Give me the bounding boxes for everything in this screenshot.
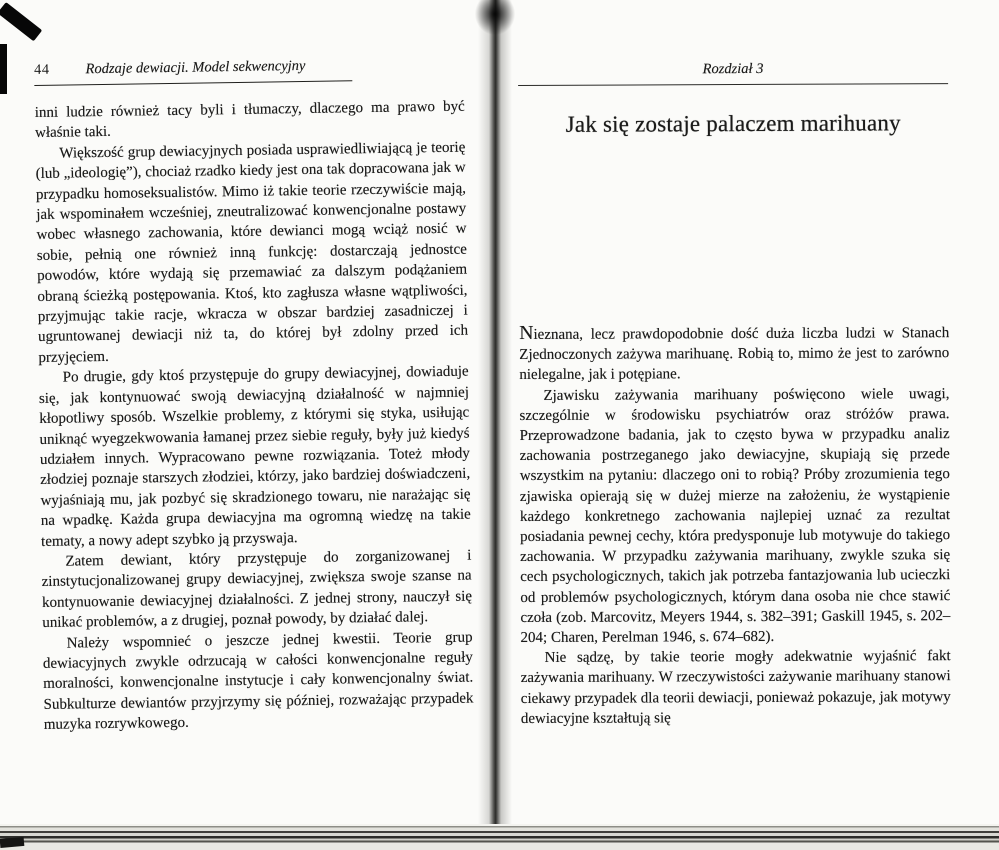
paragraph: Zjawisku zażywania marihuany poświęcono wiele uwagi, szczególnie w środowisku psychiatrów oraz stróżów prawa. Przeprowadzone badania, jak to często bywa w przypadku analiz zachowania postrzeganego jako dewiacyjne, skupiają się przede wszystkim na pytaniu: dlaczego oni to robią? Próby zrozumienia tego zjawiska opierają się w dużej mierze na założeniu, że wystąpienie każdego konkretnego zachowania najlepiej uznać za rezultat posiadania pewnej cechy, która predysponuje lub motywuje do takiego zachowania. W przypadku zażywania marihuany, zwykle szuka się cech psychologicznych, takich jak potrzeba fantazjowania lub ucieczki od problemów psychologicznych, którym dana osoba nie chce stawić czoła (zob. Marcovitz, Meyers 1944, s. 382–391; Gaskill 1945, s. 202–204; Charen, Perelman 1946, s. 674–682).: [519, 385, 951, 647]
paragraph: Większość grup dewiacyjnych posiada usprawiedliwiającą je teorię (lub „ideologię”), chociaż rzadko kiedy jest ona tak dopracowana jak w przypadku homoseksualistów. Mimo iż takie teorie rzeczywiście mają, jak wspominałem wcześniej, zneutralizować konwencjonalne postawy wobec własnego zachowania, które dewianci mogą wciąż nosić w sobie, pełnią one również inną funkcję: dostarczają jednostce powodów, które wydają się przemawiać za dalszym podążaniem obraną ścieżką postępowania. Ktoś, kto zagłusza własne wątpliwości, przyjmując takie racje, wkracza w obszar bardziej zasadniczej i ugruntowanej dewiacji niż ta, do której był zdolny przed ich przyjęciem.: [35, 139, 469, 366]
right-page-body: [519, 322, 951, 729]
scan-artifact-left-edge-bar: [0, 44, 7, 94]
running-head-left: Rodzaje dewiacji. Model sekwencyjny: [85, 57, 306, 78]
gutter-top-smudge: [474, 0, 516, 36]
paragraph: Należy wspomnieć o jeszcze jednej kwestii. Teorie grup dewiacyjnych zwykle odrzucają w całości konwencjonalne reguły moralności, konwencjonalne instytucje i cały konwencjonalny świat. Subkulturze dewiantów przyjrzymy się później, rozważając przypadek muzyka rozrywkowego.: [42, 629, 474, 734]
book-gutter-shadow: [478, 0, 512, 850]
left-page-header: [34, 57, 352, 86]
paragraph: Po drugie, gdy ktoś przystępuje do grupy dewiacyjnej, dowiaduje się, jak kontynuować swoją dewiacyjną działalność w najmniej kłopotliwy sposób. Wszelkie problemy, z którymi się styka, usiłując uniknąć wyegzekwowania łamanej przez siebie reguły, były już kiedyś udziałem innych. Wypracowano pewne rozwiązania. Toteż młody złodziej poznaje starszych złodziei, którzy, jako bardziej doświadczeni, wyjaśniają mu, jak pozbyć się skradzionego towaru, nie narażając się na wpadkę. Każda grupa dewiacyjna ma ogromną wiedzę na takie tematy, a nowy adept szybko ją przyswaja.: [38, 363, 471, 550]
paragraph: Zatem dewiant, który przystępuje do zorganizowanej i zinstytucjonalizowanej grupy dewiacyjnej, zwiększa swoje szanse na kontynuowanie dewiacyjnej działalności. Z jednej strony, nauczył się unikać problemów, a z drugiej, poznał powody, by działać dalej.: [41, 547, 473, 632]
page-number: 44: [34, 61, 50, 78]
running-head-right: Rozdział 3: [702, 60, 764, 78]
right-page-header: [518, 60, 948, 86]
paragraph: inni ludzie również tacy byli i tłumaczy, dlaczego ma prawo być właśnie taki.: [34, 98, 465, 142]
paragraph: Nie sądzę, by takie teorie mogły adekwatnie wyjaśnić fakt zażywania marihuany. W rzeczywistości zażywanie marihuany stanowi ciekawy przypadek dla teorii dewiacji, ponieważ pokazuje, jak motywy dewiacyjne kształtują się: [520, 648, 951, 727]
paragraph: Nieznana, lecz prawdopodobnie dość duża liczba ludzi w Stanach Zjednoczonych zażywa marihuanę. Robią to, mimo że jest to zarówno nielegalne, jak i potępiane.: [519, 321, 950, 384]
chapter-title: Jak się zostaje palaczem marihuany: [565, 110, 901, 137]
scan-artifact-top-left-mark: [0, 2, 42, 41]
right-page: [518, 60, 951, 729]
page-edges-bottom: [0, 824, 999, 850]
left-page-body: [35, 97, 474, 736]
left-page: [34, 56, 474, 736]
